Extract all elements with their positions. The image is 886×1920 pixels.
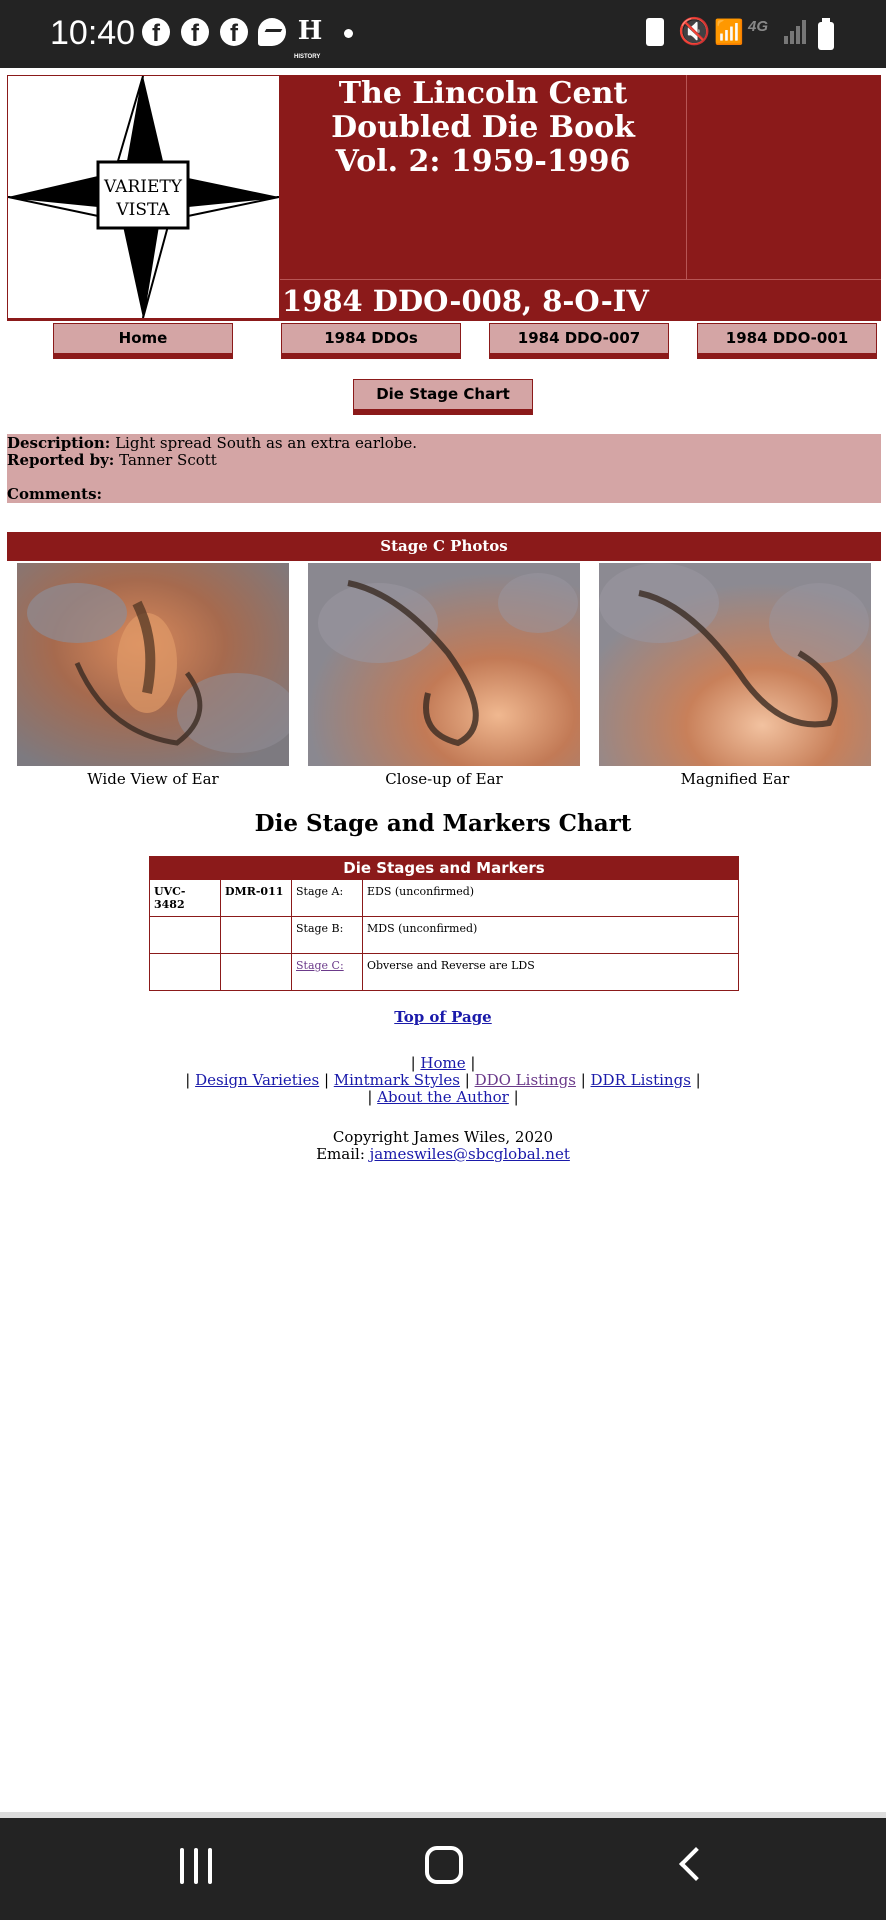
system-nav-bar <box>0 1818 886 1920</box>
table-cell <box>292 954 363 990</box>
table-cell <box>150 954 221 990</box>
1984-ddos-button[interactable]: 1984 DDOs <box>281 323 461 359</box>
title-cell <box>280 75 687 280</box>
table-cell <box>221 954 292 990</box>
table-cell: Stage B: <box>292 917 363 953</box>
reported-by-value: Tanner Scott <box>119 451 217 469</box>
wide-view-photo[interactable] <box>17 563 289 766</box>
facebook-icon: f <box>181 18 209 46</box>
reported-by-label: Reported by: <box>7 451 115 469</box>
email-label: Email: <box>316 1145 365 1163</box>
chart-title: Die Stage and Markers Chart <box>254 810 632 837</box>
design-varieties-link[interactable]: Design Varieties <box>195 1071 320 1089</box>
1984-ddo-007-button[interactable]: 1984 DDO-007 <box>489 323 669 359</box>
table-cell: Obverse and Reverse are LDS <box>367 959 535 972</box>
magnified-photo[interactable] <box>599 563 871 766</box>
comments-label: Comments: <box>7 485 103 503</box>
site-header <box>7 75 881 321</box>
photo-caption: Wide View of Ear <box>87 770 219 788</box>
home-icon[interactable] <box>425 1846 463 1884</box>
logo-text-vista: VISTA <box>116 200 170 220</box>
logo-text-variety: VARIETY <box>104 177 182 197</box>
history-icon: H HISTORY <box>294 16 323 60</box>
wifi-icon: 📶 <box>714 18 744 46</box>
compass-star-icon <box>8 76 279 318</box>
photo-caption: Close-up of Ear <box>385 770 503 788</box>
close-up-photo[interactable] <box>308 563 580 766</box>
mintmark-styles-link[interactable]: Mintmark Styles <box>333 1071 460 1089</box>
die-stage-chart-button[interactable]: Die Stage Chart <box>353 379 533 415</box>
more-notifications-icon <box>344 29 353 38</box>
ddr-listings-link[interactable]: DDR Listings <box>590 1071 691 1089</box>
1984-ddo-001-button[interactable]: 1984 DDO-001 <box>697 323 877 359</box>
copyright-block <box>0 1129 886 1163</box>
table-cell: EDS (unconfirmed) <box>367 885 475 898</box>
back-icon[interactable] <box>679 1847 713 1881</box>
footer-home-link[interactable]: Home <box>420 1054 466 1072</box>
ddo-listings-link[interactable]: DDO Listings <box>474 1071 576 1089</box>
home-button[interactable]: Home <box>53 323 233 359</box>
table-row <box>150 953 738 990</box>
table-row <box>150 916 738 953</box>
network-type-label: 4G <box>748 18 769 35</box>
photo-caption: Magnified Ear <box>680 770 790 788</box>
coin-photo-image <box>308 563 580 766</box>
status-bar <box>0 0 886 68</box>
header-right-cell <box>687 75 881 280</box>
signal-icon <box>784 18 810 44</box>
copyright-text: Copyright James Wiles, 2020 <box>332 1128 554 1146</box>
table-title: Die Stages and Markers <box>150 857 738 879</box>
description-value: Light spread South as an extra earlobe. <box>115 434 418 452</box>
table-row <box>150 879 738 916</box>
coin-photo-image <box>599 563 871 766</box>
table-cell: MDS (unconfirmed) <box>367 922 478 935</box>
messenger-icon <box>258 18 286 46</box>
table-cell: DMR-011 <box>221 880 292 916</box>
table-cell <box>150 917 221 953</box>
recent-apps-icon[interactable] <box>178 1848 214 1884</box>
page-heading: 1984 DDO-008, 8-O-IV <box>282 284 649 318</box>
description-panel <box>7 434 881 503</box>
table-cell: Stage A: <box>292 880 363 916</box>
die-stage-table <box>149 856 739 991</box>
coin-photo-image <box>17 563 289 766</box>
about-author-link[interactable]: About the Author <box>377 1088 509 1106</box>
stage-c-link[interactable]: Stage C: <box>296 959 344 972</box>
top-of-page-link[interactable]: Top of Page <box>394 1008 492 1026</box>
battery-saver-icon <box>646 18 664 46</box>
site-title-line: Doubled Die Book <box>331 110 635 145</box>
photos-section-title: Stage C Photos <box>7 532 881 561</box>
variety-vista-logo[interactable] <box>7 75 280 319</box>
facebook-icon: f <box>142 18 170 46</box>
clock: 10:40 <box>50 14 136 52</box>
footer-links: | Home | | Design Varieties | Mintmark Styles | DDO Listings | DDR Listings | | About the Author | <box>185 1054 701 1106</box>
site-title-line: The Lincoln Cent <box>338 76 628 111</box>
mute-icon: 🔇 <box>678 17 711 47</box>
email-link[interactable]: jameswiles@sbcglobal.net <box>369 1145 570 1163</box>
description-label: Description: <box>7 434 111 452</box>
site-title <box>280 75 686 179</box>
battery-icon <box>818 22 834 50</box>
facebook-icon: f <box>220 18 248 46</box>
table-cell <box>221 917 292 953</box>
table-cell: UVC-3482 <box>150 880 221 916</box>
site-title-line: Vol. 2: 1959-1996 <box>335 144 631 179</box>
